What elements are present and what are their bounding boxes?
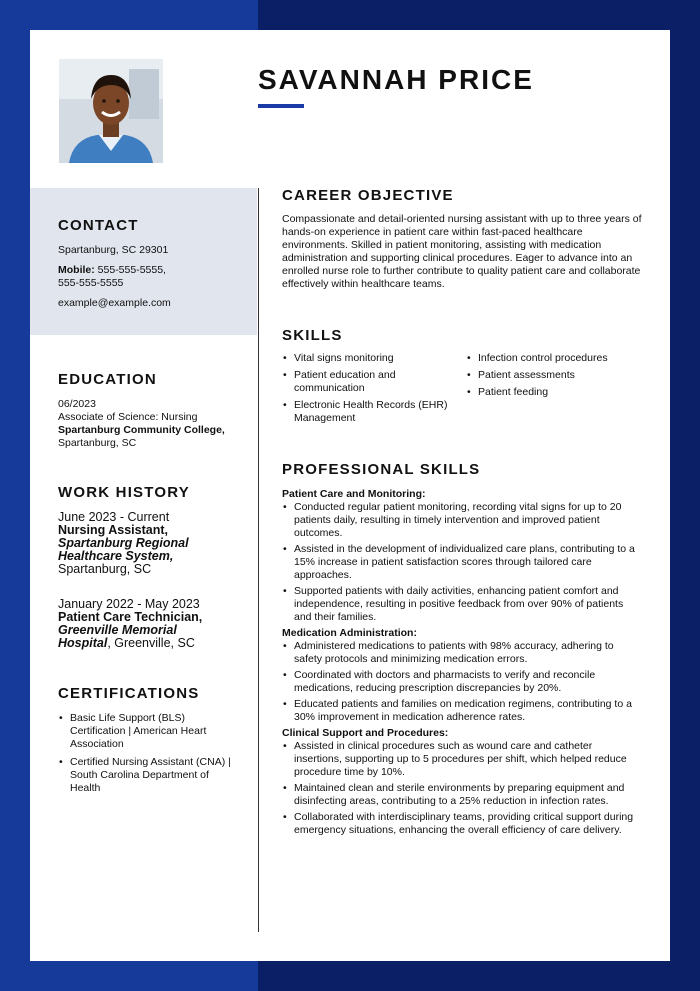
list-item: • Vital signs monitoring: [282, 352, 466, 365]
list-item: • Collaborated with interdisciplinary teams, providing critical support during emergency situations, enhancing the overall efficiency of care delivery.: [282, 811, 642, 837]
list-item: • Electronic Health Records (EHR) Management: [282, 399, 466, 425]
job-location: , Greenville, SC: [107, 636, 195, 650]
certifications-heading: CERTIFICATIONS: [58, 685, 200, 702]
skills-column-2: [466, 352, 642, 429]
education-heading: EDUCATION: [58, 371, 157, 388]
list-item: • Maintained clean and sterile environments by preparing equipment and disinfecting areas, contributing to a 25% reduction in infection rates.: [282, 782, 642, 808]
contact-location: Spartanburg, SC 29301: [58, 244, 169, 256]
list-item: • Certified Nursing Assistant (CNA) | South Carolina Department of Health: [58, 756, 233, 795]
job-dates: June 2023 - Current: [58, 510, 170, 524]
list-item: • Assisted in the development of individualized care plans, contributing to a 15% increase in patient satisfaction scores through tailored care approaches.: [282, 543, 642, 582]
skill-group-heading: Medication Administration:: [282, 627, 417, 639]
certifications-list: [58, 712, 233, 795]
job-org: Spartanburg Regional: [58, 536, 189, 550]
contact-details: [58, 244, 248, 310]
skill-group-heading: Clinical Support and Procedures:: [282, 727, 449, 739]
skills-list: [282, 352, 642, 429]
name-underline: [258, 104, 304, 108]
professional-skills-body: [282, 488, 642, 840]
job-org-cont: Hospital: [58, 636, 108, 650]
education-location: Spartanburg, SC: [58, 437, 137, 449]
list-item: • Educated patients and families on medication regimens, contributing to a 30% improvement in medication adherence rates.: [282, 698, 642, 724]
avatar-image: [59, 59, 163, 163]
skill-group-list: [282, 740, 642, 837]
skills-heading: SKILLS: [282, 327, 343, 344]
contact-mobile: [58, 264, 248, 277]
list-item: • Patient feeding: [466, 386, 642, 399]
column-divider: [258, 188, 259, 932]
mobile-value: 555-555-5555,: [97, 264, 166, 276]
job-org: Greenville Memorial: [58, 623, 177, 637]
education-degree: Associate of Science: Nursing: [58, 411, 198, 423]
job-dates: January 2022 - May 2023: [58, 597, 200, 611]
career-objective-text: Compassionate and detail-oriented nursing assistant with up to three years of hands-on experience in patient care within fast-paced healthcare environments. Skilled in patient monitoring, assisting with medication administration and supporting clinical procedures. Eager to advance into an enrolled nurse role to further contribute to quality patient care and collaborate effectively within healthcare teams.: [282, 213, 642, 290]
candidate-name: SAVANNAH PRICE: [258, 64, 534, 95]
education-school: Spartanburg Community College,: [58, 424, 225, 436]
skills-column-1: [282, 352, 466, 429]
professional-skills-heading: PROFESSIONAL SKILLS: [282, 461, 481, 478]
job-org-cont: Healthcare System,: [58, 549, 174, 563]
career-objective-heading: CAREER OBJECTIVE: [282, 187, 454, 204]
job-role: Patient Care Technician,: [58, 610, 203, 624]
profile-photo: [59, 59, 163, 163]
skill-group-list: [282, 501, 642, 624]
list-item: • Coordinated with doctors and pharmacists to verify and reconcile medications, reducing prescription discrepancies by 20%.: [282, 669, 642, 695]
list-item: • Assisted in clinical procedures such as wound care and catheter insertions, supporting up to 5 procedures per shift, which helped reduce procedure time by 10%.: [282, 740, 642, 779]
list-item: • Patient assessments: [466, 369, 642, 382]
mobile-value-2: 555-555-5555: [58, 277, 124, 289]
work-history-job: [58, 598, 248, 650]
skill-group-list: [282, 640, 642, 724]
job-role: Nursing Assistant,: [58, 523, 168, 537]
list-item: • Patient education and communication: [282, 369, 466, 395]
job-org-location: [58, 637, 248, 650]
mobile-label: Mobile:: [58, 264, 95, 276]
work-history-heading: WORK HISTORY: [58, 484, 190, 501]
contact-email[interactable]: example@example.com: [58, 297, 171, 309]
list-item: • Administered medications to patients with 98% accuracy, adhering to safety protocols and minimizing medication errors.: [282, 640, 642, 666]
resume-page: [30, 30, 670, 961]
list-item: • Infection control procedures: [466, 352, 642, 365]
education-entry: [58, 398, 248, 450]
contact-heading: CONTACT: [58, 217, 139, 234]
work-history-job: [58, 511, 248, 576]
skill-group-heading: Patient Care and Monitoring:: [282, 488, 426, 500]
list-item: • Supported patients with daily activities, enhancing patient comfort and independence, resulting in positive feedback from over 90% of patients and their families.: [282, 585, 642, 624]
education-date: 06/2023: [58, 398, 96, 410]
job-location: Spartanburg, SC: [58, 562, 152, 576]
list-item: • Basic Life Support (BLS) Certification | American Heart Association: [58, 712, 233, 751]
list-item: • Conducted regular patient monitoring, recording vital signs for up to 20 patients daily, resulting in timely intervention and improved patient outcomes.: [282, 501, 642, 540]
